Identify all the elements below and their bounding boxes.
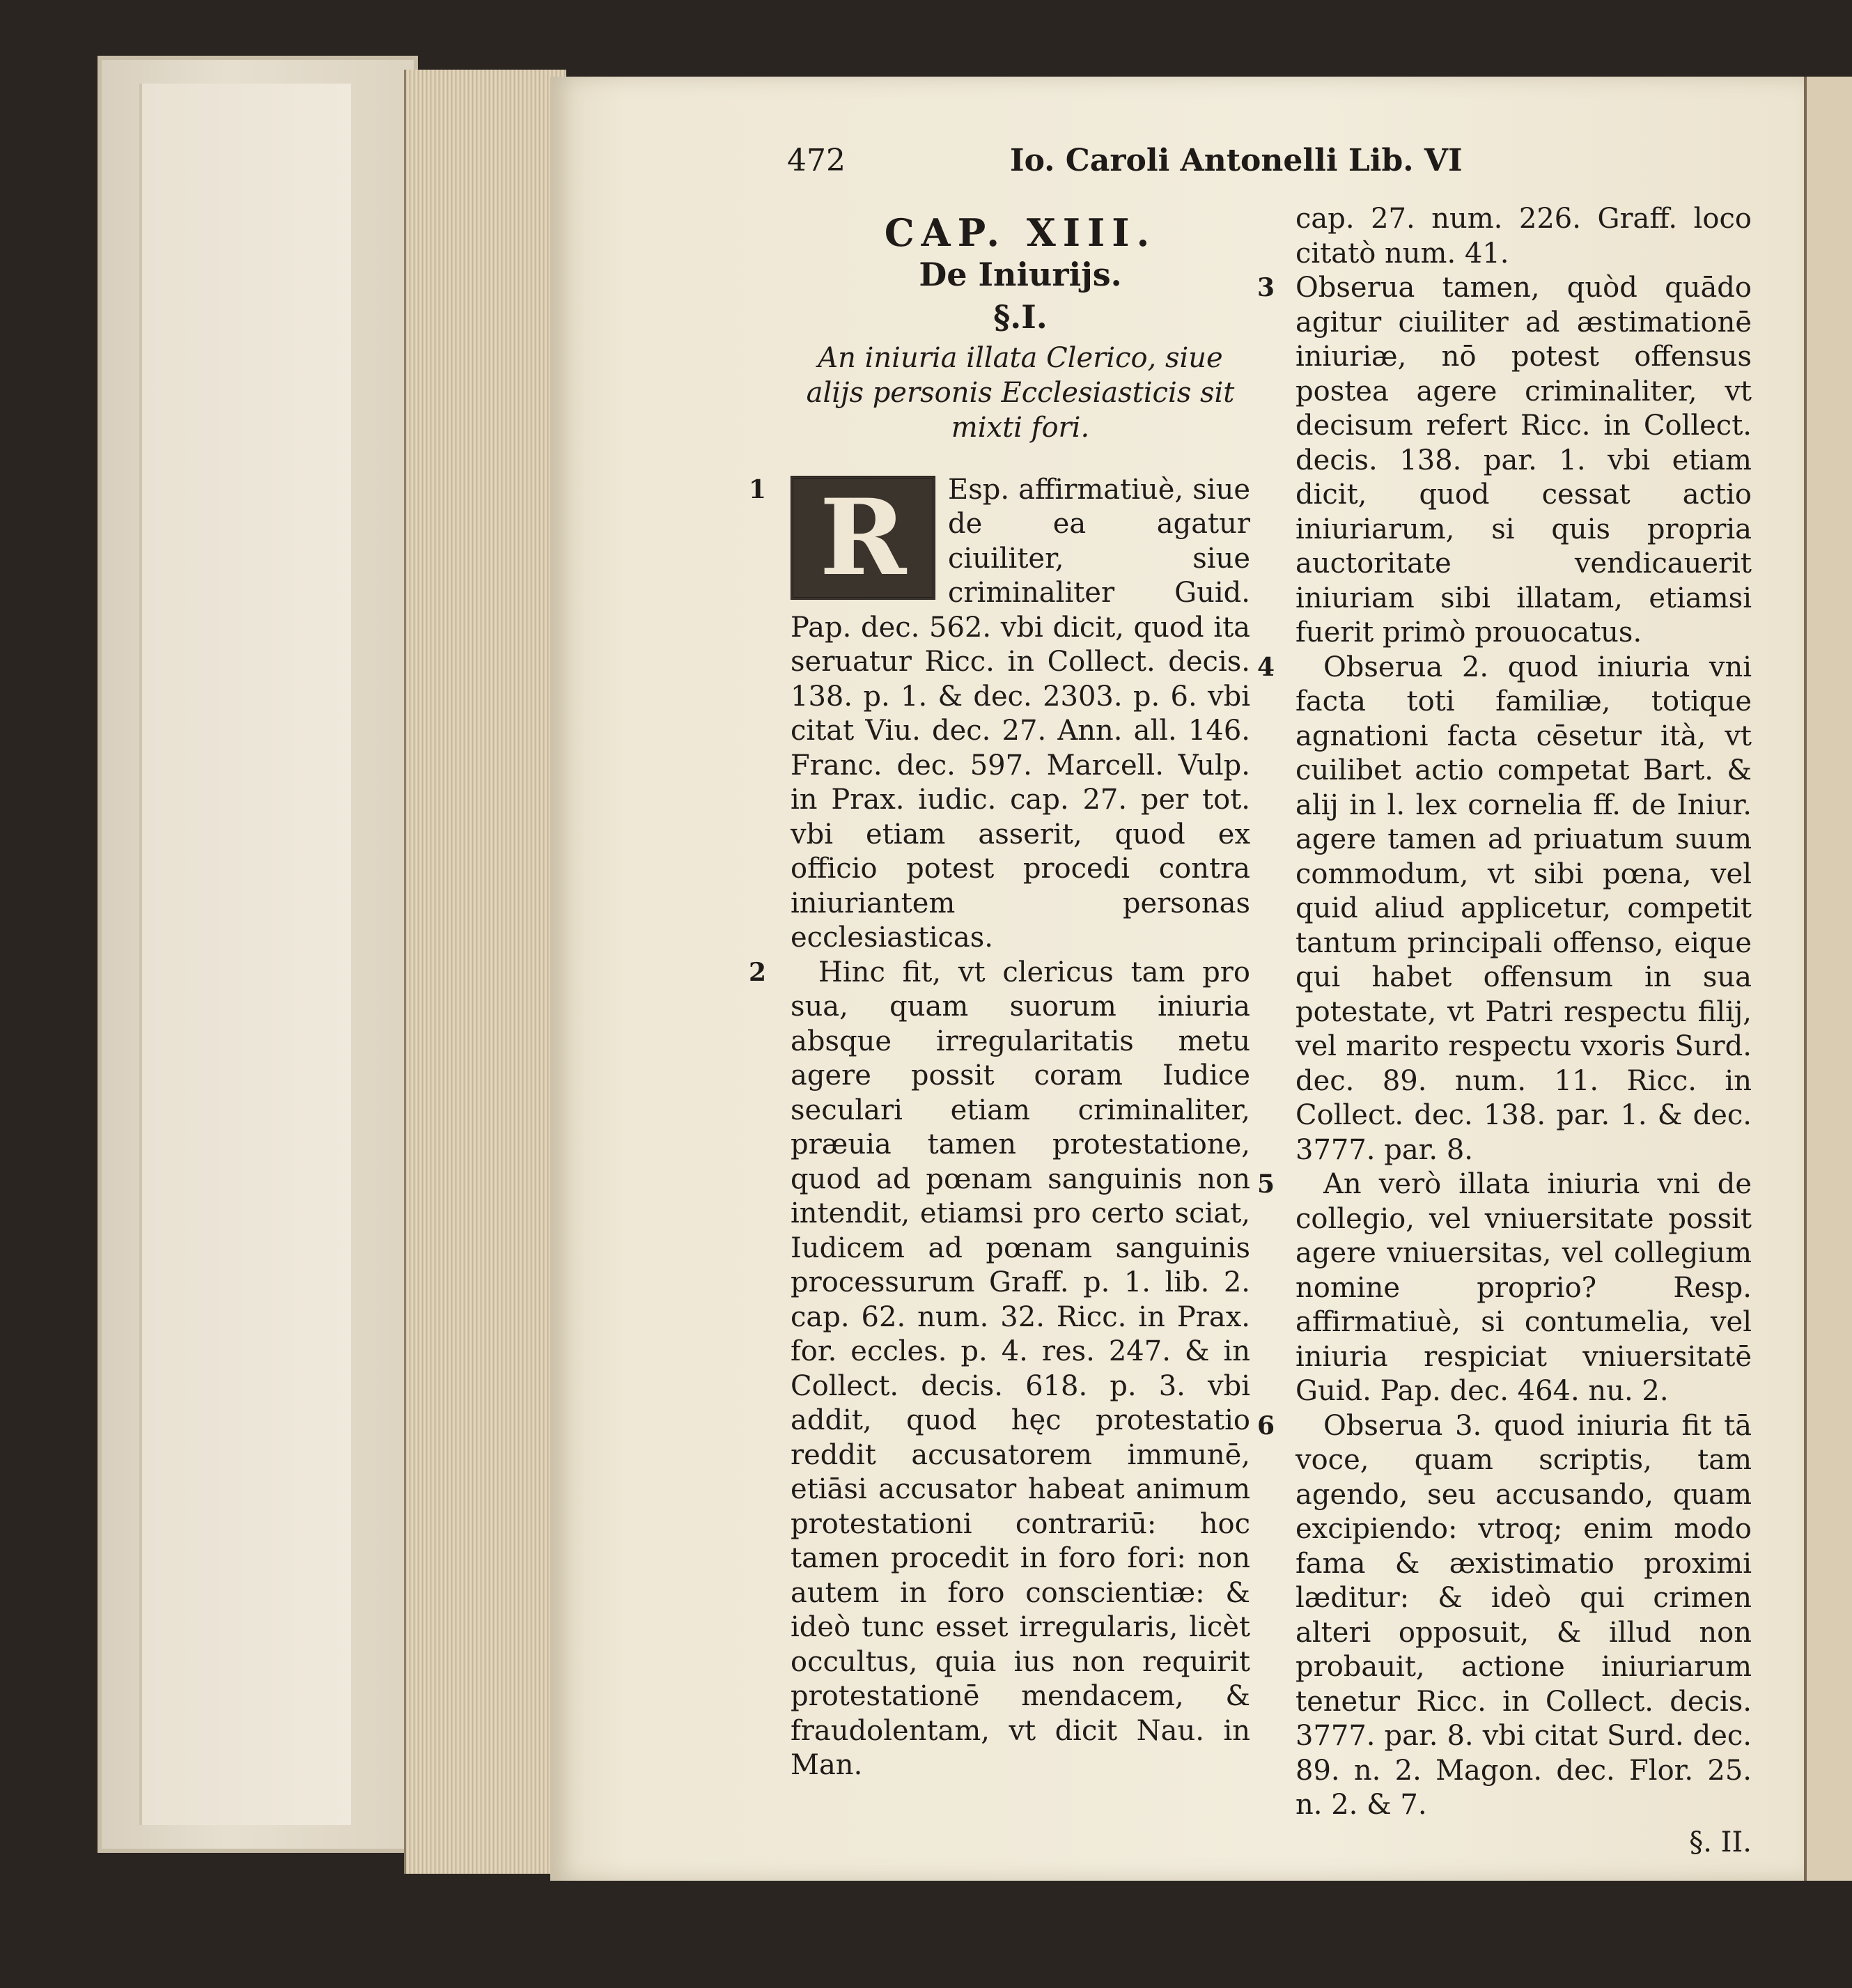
paragraph-text: Hinc fit, vt clericus tam pro sua, quam suorum iniuria absque irregularitatis metu agere possit coram Iudice seculari etiam criminaliter, præuia tamen protestatione, quod ad pœnam sanguinis non intendit, etiamsi pro certo sciat, Iudicem ad pœnam sanguinis processurum Graff. p. 1. lib. 2. cap. 62. num. 32. Ricc. in Prax. for. eccles. p. 4. res. 247. & in Collect. decis. 618. p. 3. vbi addit, quod hęc protestatio reddit accusatorem immunē, etiāsi accusator habeat animum protestationi contrariū: hoc tamen procedit in foro fori: non autem in foro conscientiæ: & ideò tunc esset irregularis, licèt occultus, quia ius non requirit protestationē mendacem, & fraudolentam, vt dicit Nau. in Man. bbox=[791, 956, 1250, 1781]
margin-number: 5 bbox=[1257, 1170, 1275, 1199]
section-title: An iniuria illata Clerico, siue alijs personis Ecclesiasticis sit mixti fori. bbox=[806, 341, 1235, 444]
margin-number: 4 bbox=[1257, 652, 1275, 682]
chapter-subject: De Iniurijs. bbox=[919, 255, 1122, 293]
right-column bbox=[1257, 202, 1752, 1860]
running-title: Io. Caroli Antonelli Lib. VI bbox=[1010, 143, 1463, 178]
page-block-edges bbox=[404, 70, 566, 1874]
margin-number: 6 bbox=[1257, 1411, 1275, 1440]
paragraph-text: Esp. affirmatiuè, siue de ea agatur ciuiliter, siue criminaliter Guid. Pap. dec. 562. vbi dicit, quod ita seruatur Ricc. in Collect. decis. 138. p. 1. & dec. 2303. p. 6. vbi citat Viu. dec. 27. Ann. all. 146. Franc. dec. 597. Marcell. Vulp. in Prax. iudic. cap. 27. per tot. vbi etiam asserit, quod ex officio potest procedi contra iniuriantem personas ecclesiasticas. bbox=[791, 473, 1250, 954]
dropcap-initial: R bbox=[791, 476, 935, 600]
facing-page-edge bbox=[1804, 77, 1852, 1881]
paragraph-text: cap. 27. num. 226. Graff. loco citatò num. 41. bbox=[1295, 203, 1752, 270]
left-column bbox=[749, 202, 1250, 1783]
paragraph-text: Obserua 2. quod iniuria vni facta toti familiæ, totique agnationi facta cēsetur ità, vt cuilibet actio competat Bart. & alij in l. lex cornelia ff. de Iniur. agere tamen ad priuatum suum commodum, vt sibi pœna, vel quid aliud applicetur, competit tantum principali offenso, eique qui habet offensum in sua potestate, vt Patri respectu filij, vel marito respectu vxoris Surd. dec. 89. num. 11. Ricc. in Collect. dec. 138. par. 1. & dec. 3777. par. 8. bbox=[1295, 651, 1752, 1166]
paragraph-6 bbox=[1257, 1409, 1752, 1823]
page-number: 472 bbox=[787, 143, 846, 178]
paragraph-text: Obserua 3. quod iniuria fit tā voce, quam scriptis, tam agendo, seu accusando, quam excipiendo: vtroq; enim modo fama & æxistimatio proximi læditur: & ideò qui crimen alteri opposuit, & illud non probauit, actione iniuriarum tenetur Ricc. in Collect. decis. 3777. par. 8. vbi citat Surd. dec. 89. n. 2. Magon. dec. Flor. 25. n. 2. & 7. bbox=[1295, 1409, 1752, 1821]
paragraph-text: An verò illata iniuria vni de collegio, vel vniuersitate possit agere vniuersitas, vel collegium nomine proprio? Resp. affirmatiuè, si contumelia, vel iniuria respiciat vniuersitatē Guid. Pap. dec. 464. nu. 2. bbox=[1295, 1168, 1752, 1407]
paragraph-4 bbox=[1257, 651, 1752, 1168]
cover-flyleaf bbox=[139, 84, 351, 1825]
section-number: §.I. bbox=[993, 298, 1048, 336]
paragraph-continued bbox=[1295, 202, 1752, 271]
paragraph-5 bbox=[1257, 1167, 1752, 1409]
margin-number: 1 bbox=[749, 474, 767, 504]
paragraph-2 bbox=[749, 956, 1250, 1783]
chapter-heading: CAP. XIII. bbox=[884, 210, 1157, 255]
margin-number: 3 bbox=[1257, 273, 1275, 302]
paragraph-3 bbox=[1257, 271, 1752, 651]
paragraph-text: Obserua tamen, quòd quādo agitur ciuiliter ad æstimationē iniuriæ, nō potest offensus postea agere criminaliter, vt decisum refert Ricc. in Collect. decis. 138. par. 1. vbi etiam dicit, quod cessat actio iniuriarum, si quis propria auctoritate vendicauerit iniuriam sibi illatam, etiamsi fuerit primò prouocatus. bbox=[1295, 272, 1752, 649]
catchword: §. II. bbox=[1689, 1826, 1752, 1858]
margin-number: 2 bbox=[749, 957, 767, 987]
paragraph-1 bbox=[749, 473, 1250, 956]
